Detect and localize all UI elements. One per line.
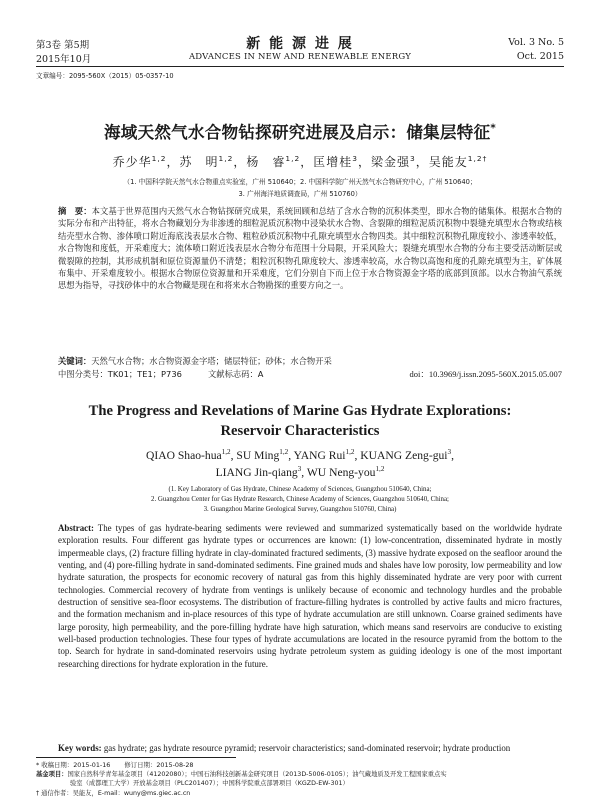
keywords-en-text: gas hydrate; gas hydrate resource pyramid; reservoir characteristics; sand-dominated reservoir; hydrate production [103,743,511,753]
abstract-en [58,522,562,670]
abstract-cn-label: 摘 要： [58,206,92,216]
received-label: * 收稿日期： [36,761,74,769]
author-name: WU Neng-you [306,466,376,479]
keywords-cn-label: 关键词： [58,356,92,366]
authors-en-line1 [0,449,600,462]
author-separator: , [354,449,361,462]
title-en-line2: Reservoir Characteristics [220,423,380,439]
header-volume-en: Vol. 3 No. 5 [508,37,564,48]
authors-cn [0,153,600,170]
author-name: 吴能友 [428,155,468,169]
keywords-cn-text: 天然气水合物；水合物资源金字塔；储层特征；砂体；水合物开采 [91,356,332,366]
article-number: 文章编号：2095-560X（2015）05-0357-10 [36,72,174,80]
header-volume-cn: 第3卷 第5期 [36,40,90,51]
author-affiliation-mark: 1,2 [218,154,234,163]
received-date: 2015-01-16 [73,761,111,769]
author-affiliation-mark: 1,2 [221,448,231,457]
author-separator: ， [233,155,247,169]
footer-rule [36,757,236,758]
author-affiliation-mark: 1,2 [375,465,385,474]
author-affiliation-mark: 3 [410,154,416,163]
author-affiliation-mark: 3 [297,465,302,474]
author-name: LIANG Jin-qiang [215,466,298,479]
affiliation-en-2: 2. Guangzhou Center for Gas Hydrate Research, Chinese Academy of Sciences, Guangzhou 510640, China; [151,496,449,503]
author-name: SU Ming [236,449,280,462]
abstract-cn-text: 本文基于世界范围内天然气水合物钻探研究成果，系统回顾和总结了含水合物的沉积体类型，即水合物的储集体。根据水合物的实际分布和产出特征，将水合物藏划分为非渗透的细粒泥质沉积物中浸染状水合物、含裂隙的细粒泥质沉积物中裂缝充填型水合物或结核结壳型水合物、渗体喷口附近海底浅表层水合物、粗粒砂质沉积物中孔隙充填型水合物四类。其中细粒沉积物孔隙度较小、渗透率较低，水合物饱和度低，开采难度大；流体喷口附近浅表层水合物分布范围十分局限，开采风险大；裂缝充填型水合物的分布主要受活动断层或微裂隙的控制，其形成机制和原位资源量仍不清楚；粗粒沉积物孔隙度较大、渗透率较高，水合物以高饱和度的孔隙充填型为主，矿体展布集中、开采难度较小。根据水合物原位资源量和开采难度，它们分别自下而上位于水合物资源金字塔的底部到顶部。以水合物油气系统思想为指导，寻找砂体中的水合物藏是现在和将来水合物勘探的重要方向之一。 [58,206,562,291]
title-en-line1: The Progress and Revelations of Marine Gas Hydrate Explorations: [88,403,512,419]
author-affiliation-mark: 1,2 [151,154,167,163]
affiliation-en-1: (1. Key Laboratory of Gas Hydrate, Chinese Academy of Sciences, Guangzhou 510640, China; [168,486,432,493]
author-separator: , [230,449,237,462]
corresponding-text: 吴能友，E-mail：wuny@ms.giec.ac.cn [72,790,191,797]
author-name: KUANG Zeng-gui [360,449,448,462]
author-affiliation-mark: 3 [447,448,452,457]
revised-label: 修订日期： [124,761,157,769]
classification-line [58,368,562,380]
author-affiliation-mark: 3 [352,154,358,163]
abstract-en-text: The types of gas hydrate-bearing sediments were reviewed and summarized systematically based on the worldwide hydrate exploration results. Four different gas hydrate types or occurrences are known: (1) low-concentration, disseminated hydrate in mostly impermeable clays, (2) fracture filling hydrate in clay-dominated fractured sediments, (3) massive hydrate exposed on the seafloor around the venting, and (4) pore-filling hydrate in sand-dominated sediments. Fine grained muds and shales have low porosity, low permeability and low hydrate saturation, the prospects for economic recovery of natural gas from this highly disseminated hydrate are very poor with current technologies. Commercial recovery of hydrate from ventings is unlikely because of economic and technology hurdles and the probable destruction of sensitive sea-floor ecosystems. The distribution of fracture-filling hydrates is controlled by active faults and micro fractures, and the formation mechanism and in-place resources of this type of hydrate accumulation are still unknown. Coarse grained sediments have large porosity, high permeability, and the pore-filling hydrate have high saturation, which means sand reservoirs are conducive to existing well-based production technologies. These four types of hydrate accumulations are located in the resource pyramid from the bottom to the top. Search for hydrate in sand-dominated reservoirs using hydrate petroleum system as guiding ideology is one of the most important researching directions for hydrate exploration in the future. [58,523,562,669]
fund-line1 [36,769,566,778]
author-name: 苏 明 [179,155,219,169]
header-date-cn: 2015年10月 [36,54,92,65]
fund-text-1: 国家自然科学青年基金项目（41202080）；中国石油科技创新基金研究项目（2013D-5006-0105）；油气藏地质及开发工程国家重点实 [67,771,447,778]
abstract-cn [58,205,562,292]
revised-date: 2015-08-28 [156,761,194,769]
author-affiliation-mark: 1,2† [467,154,488,163]
keywords-en-label: Key words: [58,743,102,753]
author-separator: , [451,449,455,462]
header-rule [36,66,564,67]
journal-name-cn: 新 能 源 进 展 [246,36,354,52]
keywords-cn [58,355,562,367]
author-affiliation-mark: 1,2 [285,154,301,163]
author-affiliation-mark: 1,2 [279,448,289,457]
author-name: 匡增桂 [313,155,353,169]
affiliations-cn-line2: 3. 广州海洋地质调查局，广州 510760） [238,190,362,198]
author-separator: ， [415,155,429,169]
author-separator: ， [300,155,314,169]
title-cn-text: 海域天然气水合物钻探研究进展及启示：储集层特征 [103,123,491,142]
author-name: 梁金强 [371,155,411,169]
fund-label: 基金项目： [36,771,68,778]
title-cn [0,119,600,143]
abstract-en-label: Abstract: [58,523,94,533]
doi: doi：10.3969/j.issn.2095-560X.2015.05.007 [409,369,562,379]
title-cn-mark: * [490,123,497,135]
footer-dates [36,760,193,769]
author-separator: , [301,466,307,479]
fund-line2: 验室（成都理工大学）开放基金项目（PLC201407）；中国科学院重点部署项目（KGZD-EW-301） [70,780,349,787]
author-separator: , [288,449,294,462]
author-affiliation-mark: 1,2 [345,448,355,457]
keywords-en [58,742,562,754]
author-name: 乔少华 [112,155,152,169]
document-code: 文献标志码：A [208,369,264,379]
affiliations-cn-line1: （1. 中国科学院天然气水合物重点实验室，广州 510640；2. 中国科学院广州天然气水合物研究中心，广州 510640； [123,178,477,186]
header-date-en: Oct. 2015 [516,51,564,62]
corresponding-label: † 通信作者： [36,790,73,797]
classification-number: 中图分类号：TK01；TE1；P736 [58,369,182,379]
author-separator: ， [166,155,180,169]
journal-name-en: ADVANCES IN NEW AND RENEWABLE ENERGY [188,52,412,62]
author-name: QIAO Shao-hua [145,449,222,462]
author-name: YANG Rui [293,449,346,462]
authors-en-line2 [0,466,600,479]
author-separator: ， [357,155,371,169]
author-name: 杨 睿 [246,155,286,169]
corresponding-author [36,788,190,797]
affiliation-en-3: 3. Guangzhou Marine Geological Survey, Guangzhou 510760, China) [203,506,397,513]
